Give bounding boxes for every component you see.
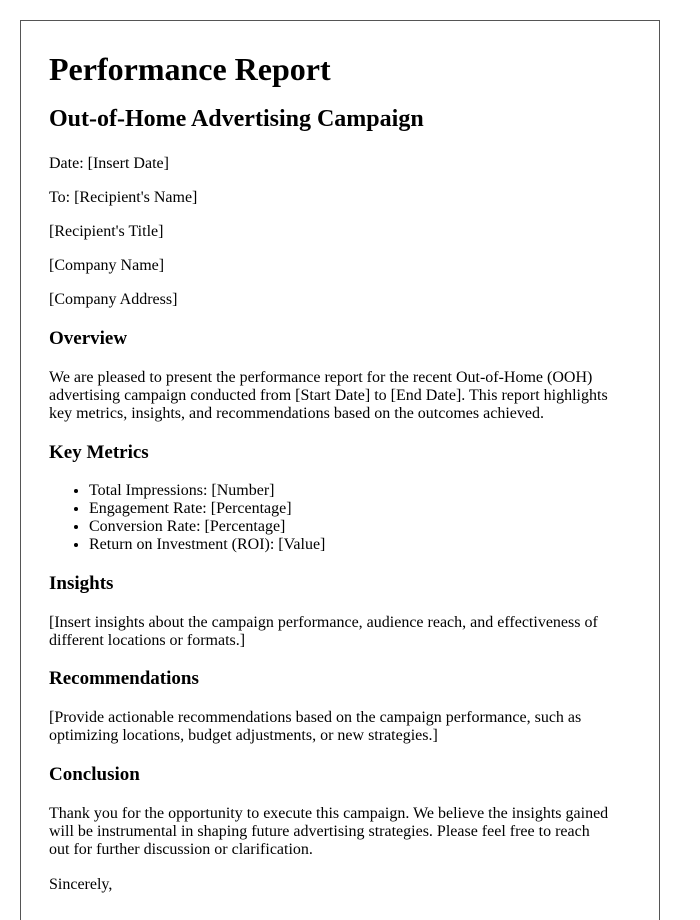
conclusion-heading: Conclusion — [49, 764, 140, 785]
company-address-line: [Company Address] — [49, 291, 178, 308]
key-metrics-heading: Key Metrics — [49, 442, 149, 463]
insights-text: [Insert insights about the campaign performance, audience reach, and effectiveness of different locations or formats.] — [49, 614, 598, 649]
page-subtitle: Out-of-Home Advertising Campaign — [49, 106, 424, 132]
metric-item-engagement-rate: • Engagement Rate: [Percentage] — [89, 500, 325, 518]
overview-heading: Overview — [49, 328, 128, 349]
metric-item-total-impressions: • Total Impressions: [Number] — [89, 482, 325, 500]
closing-line: Sincerely, — [49, 876, 113, 893]
recipient-title-line: [Recipient's Title] — [49, 223, 164, 240]
recommendations-text: [Provide actionable recommendations based on the campaign performance, such as optimizing locations, budget adjustments, or new strategies.] — [49, 709, 582, 744]
company-name-line: [Company Name] — [49, 257, 165, 274]
metric-item-roi: • Return on Investment (ROI): [Value] — [89, 536, 325, 554]
recommendations-heading: Recommendations — [49, 668, 199, 689]
overview-text: We are pleased to present the performance report for the recent Out-of-Home (OOH) advertising campaign conducted from [Start Date] to [End Date]. This report highlights key metrics, insights, and recommendations based on the outcomes achieved. — [49, 369, 608, 422]
conclusion-text: Thank you for the opportunity to execute this campaign. We believe the insights gained will be instrumental in shaping future advertising strategies. Please feel free to reach out for further discussion or clarification. — [49, 805, 609, 858]
key-metrics-list — [49, 482, 325, 554]
recipient-name-line: To: [Recipient's Name] — [49, 189, 198, 206]
page-title: Performance Report — [49, 51, 331, 87]
date-line: Date: [Insert Date] — [49, 155, 169, 172]
report-page — [20, 20, 660, 920]
metric-item-conversion-rate: • Conversion Rate: [Percentage] — [89, 518, 325, 536]
insights-heading: Insights — [49, 573, 114, 594]
